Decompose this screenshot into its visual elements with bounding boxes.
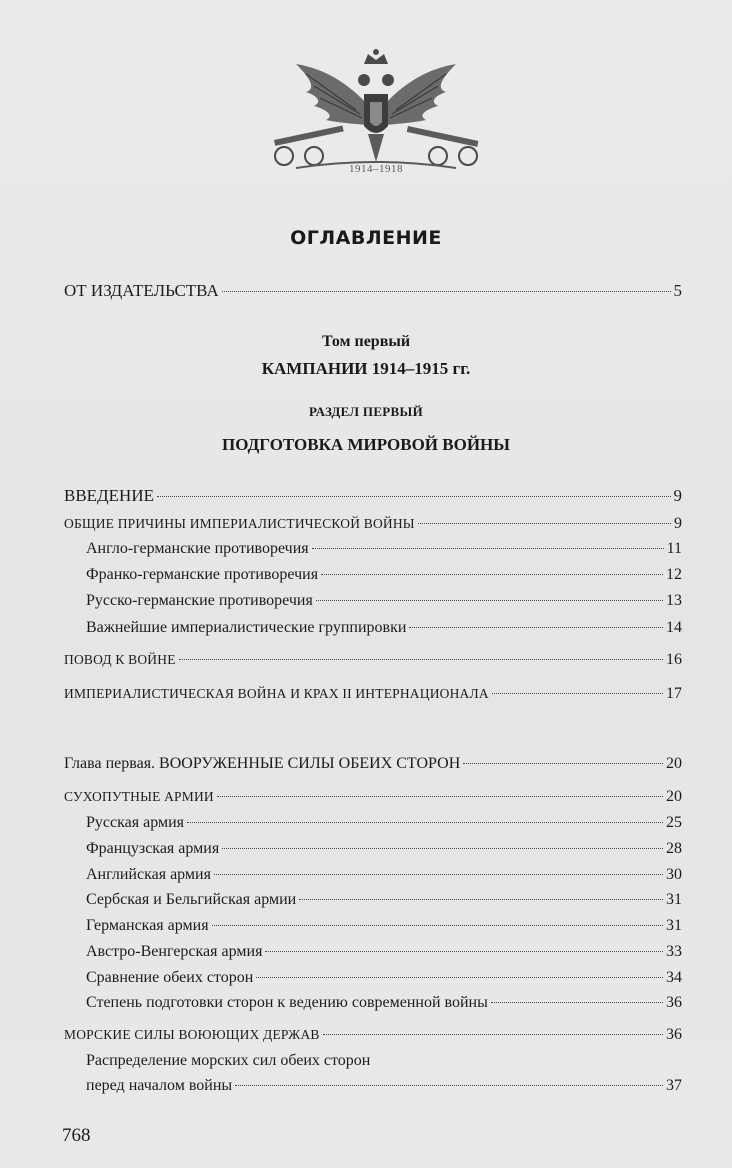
toc-entry[interactable]: [64, 515, 682, 533]
dot-leader: [316, 600, 663, 601]
toc-entry[interactable]: [64, 685, 682, 703]
dot-leader: [265, 951, 663, 952]
toc-entry[interactable]: [86, 1077, 682, 1095]
dot-leader: [235, 1085, 663, 1086]
dot-leader: [491, 1002, 663, 1003]
toc-chapter[interactable]: [64, 755, 682, 773]
toc-entry[interactable]: [64, 1026, 682, 1044]
toc-label: Австро-Венгерская армия: [86, 943, 263, 960]
section-label: РАЗДЕЛ ПЕРВЫЙ: [309, 404, 423, 419]
toc-label: Германская армия: [86, 917, 209, 934]
toc-entry[interactable]: [86, 540, 682, 558]
toc-entry[interactable]: [86, 592, 682, 610]
toc-entry[interactable]: [64, 788, 682, 806]
dot-leader: [463, 763, 663, 764]
toc-page: 37: [666, 1077, 682, 1094]
toc-entry[interactable]: [86, 814, 682, 832]
toc-page: 36: [666, 1026, 682, 1043]
toc-page: 30: [666, 866, 682, 883]
toc-page: 36: [666, 994, 682, 1011]
toc-label: перед началом войны: [86, 1077, 233, 1094]
toc-label: Степень подготовки сторон к ведению современной войны: [86, 994, 488, 1011]
toc-label: МОРСКИЕ СИЛЫ ВОЮЮЩИХ ДЕРЖАВ: [64, 1027, 320, 1042]
toc-label: ОТ ИЗДАТЕЛЬСТВА: [64, 281, 219, 300]
toc-label-line1: Распределение морских сил обеих сторон: [86, 1052, 371, 1069]
toc-label: ОБЩИЕ ПРИЧИНЫ ИМПЕРИАЛИСТИЧЕСКОЙ ВОЙНЫ: [64, 516, 415, 531]
toc-label: Сравнение обеих сторон: [86, 969, 254, 986]
dot-leader: [157, 496, 671, 497]
toc-entry[interactable]: [86, 840, 682, 858]
volume-campaign: КАМПАНИИ 1914–1915 гг.: [261, 359, 471, 378]
page-title: ОГЛАВЛЕНИЕ: [290, 227, 442, 249]
toc-label: Английская армия: [86, 866, 211, 883]
toc-label: Англо-германские противоречия: [86, 540, 309, 557]
toc-page: 9: [674, 515, 682, 532]
page-number: 768: [62, 1125, 91, 1146]
dot-leader: [492, 693, 663, 694]
dot-leader: [222, 291, 671, 292]
emblem-year: 1914–1918: [349, 163, 403, 175]
toc-page: 5: [673, 281, 682, 300]
dot-leader: [222, 848, 663, 849]
toc-page: 14: [666, 619, 682, 636]
dot-leader: [256, 977, 663, 978]
toc-label: ВВЕДЕНИЕ: [64, 486, 154, 505]
toc-entry[interactable]: [86, 943, 682, 961]
volume-label: Том первый: [321, 333, 411, 350]
toc-page: 20: [666, 755, 682, 772]
toc-entry[interactable]: [86, 994, 682, 1012]
toc-page: 20: [666, 788, 682, 805]
toc-label: Сербская и Бельгийская армии: [86, 891, 297, 908]
section-name: ПОДГОТОВКА МИРОВОЙ ВОЙНЫ: [222, 435, 510, 454]
dot-leader: [212, 925, 663, 926]
toc-entry[interactable]: [64, 486, 682, 506]
toc-label: ПОВОД К ВОЙНЕ: [64, 652, 176, 667]
toc-page: 13: [666, 592, 682, 609]
toc-label: Русско-германские противоречия: [86, 592, 313, 609]
toc-label: Русская армия: [86, 814, 184, 831]
toc-entry[interactable]: [86, 566, 682, 584]
dot-leader: [418, 523, 671, 524]
dot-leader: [217, 796, 663, 797]
toc-page: 33: [666, 943, 682, 960]
toc-label: Важнейшие империалистические группировки: [86, 619, 407, 636]
toc-page: 31: [666, 917, 682, 934]
toc-label: Глава первая. ВООРУЖЕННЫЕ СИЛЫ ОБЕИХ СТОРОН: [64, 755, 461, 772]
dot-leader: [299, 899, 663, 900]
toc-page: 31: [666, 891, 682, 908]
toc-page: 25: [666, 814, 682, 831]
toc-label: Французская армия: [86, 840, 220, 857]
toc-page: 9: [673, 486, 682, 505]
toc-page: 17: [666, 685, 682, 702]
dot-leader: [214, 874, 663, 875]
dot-leader: [409, 627, 663, 628]
toc-entry[interactable]: [86, 866, 682, 884]
toc-label: СУХОПУТНЫЕ АРМИИ: [64, 789, 214, 804]
toc-entry[interactable]: [86, 969, 682, 987]
toc-entry[interactable]: [86, 619, 682, 637]
dot-leader: [321, 574, 663, 575]
dot-leader: [187, 822, 663, 823]
dot-leader: [179, 659, 663, 660]
toc-page: 16: [666, 651, 682, 668]
dot-leader: [312, 548, 664, 549]
toc-label: ИМПЕРИАЛИСТИЧЕСКАЯ ВОЙНА И КРАХ II ИНТЕРНАЦИОНАЛА: [64, 686, 489, 701]
toc-page: 28: [666, 840, 682, 857]
toc-page: 11: [666, 540, 682, 557]
toc-entry-front[interactable]: [64, 281, 682, 301]
toc-page: 12: [666, 566, 682, 583]
toc-entry[interactable]: [86, 891, 682, 909]
toc-page: 34: [666, 969, 682, 986]
toc-entry[interactable]: [86, 917, 682, 935]
dot-leader: [323, 1034, 663, 1035]
toc-entry[interactable]: [64, 651, 682, 669]
toc-label: Франко-германские противоречия: [86, 566, 319, 583]
